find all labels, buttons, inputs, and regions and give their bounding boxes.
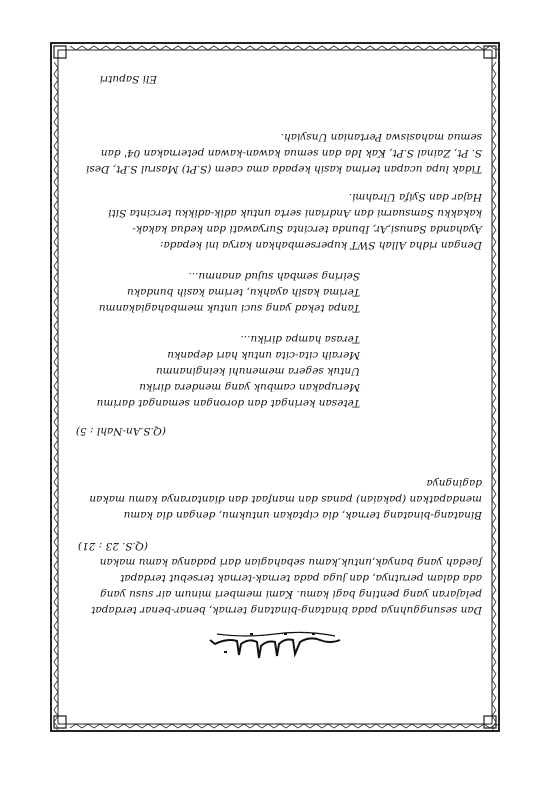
poem-line: Merupakan cambuk yang mendera diriku [139,381,360,393]
thanks-line: Tidak lupa ucapan terima kasih kepada ama caem (S.Pt) Masrul S.Pt, Desi [86,163,482,175]
verse-1-line: pelajaran yang penting bagi kamu. Kami memberi minum air susu yang [100,588,482,600]
poem-line: Tetesan keringat dan dorongan semangat darimu [96,397,360,409]
poem-line: Seiring sembah sujud ananmu... [188,270,360,282]
verse-1-line: ada dalam perutnya, dan juga pada ternak-ternak tersebut terdapat [120,572,482,584]
author-name: Eli Saputri [99,73,157,85]
thanks-line: semua mahasiswa Pertanian Unsyiah. [280,131,482,143]
dedication-intro: Dengan ridha Allah SWT kupersembahkan karya ini kepada: [159,239,482,251]
dedication-line: Ayahanda Sanusi,Ar, Ibunda tercinta Suryawati dan kedua kakak- [132,223,482,235]
poem-line: Tanpa tekad yang suci untuk membahagiakanmu [98,302,360,314]
verse-1-reference: (Q.S. 23 : 21) [77,540,148,552]
verse-2-line: dagingnya [426,477,482,489]
poem-line: Terasa hampa diriku... [240,333,360,345]
verse-2-reference: (Q.S.An-Nahl : 5) [75,425,166,437]
poem-line: Meraih cita-cita untuk hari depanku [167,349,360,361]
verse-2-line: Binatang-binatang ternak, dia ciptakan untukmu, dengan dia kamu [123,509,482,521]
poem-line: Untuk segera memenuhi keinginanmu [155,365,360,377]
thanks-line: S. Pt, Zainal S.Pt, Kak Ida dan semua kawan-kawan peternakan 04' dan [100,147,482,159]
dedication-line: kakakku Samsuarni dan Andriani serta untuk adik-adikku tercinta Siti [108,207,482,219]
verse-1-line: Dan sesungguhnya pada binatang-binatang ternak, benar-benar terdapat [91,604,482,616]
dedication-line: Hajar dan Syifa Ulrahmi. [348,191,482,203]
poem-line: Terima kasih ayahku, terima kasih bundaku [126,286,360,298]
arabic-calligraphy [205,628,345,664]
verse-2-line: mendapatkan (pakaian) panas dan manfaat dan diantaranya kamu makan [89,493,482,505]
verse-1-line: faedah yang banyak,untuk,kamu sebahagian dari padanya kamu makan [99,556,482,568]
